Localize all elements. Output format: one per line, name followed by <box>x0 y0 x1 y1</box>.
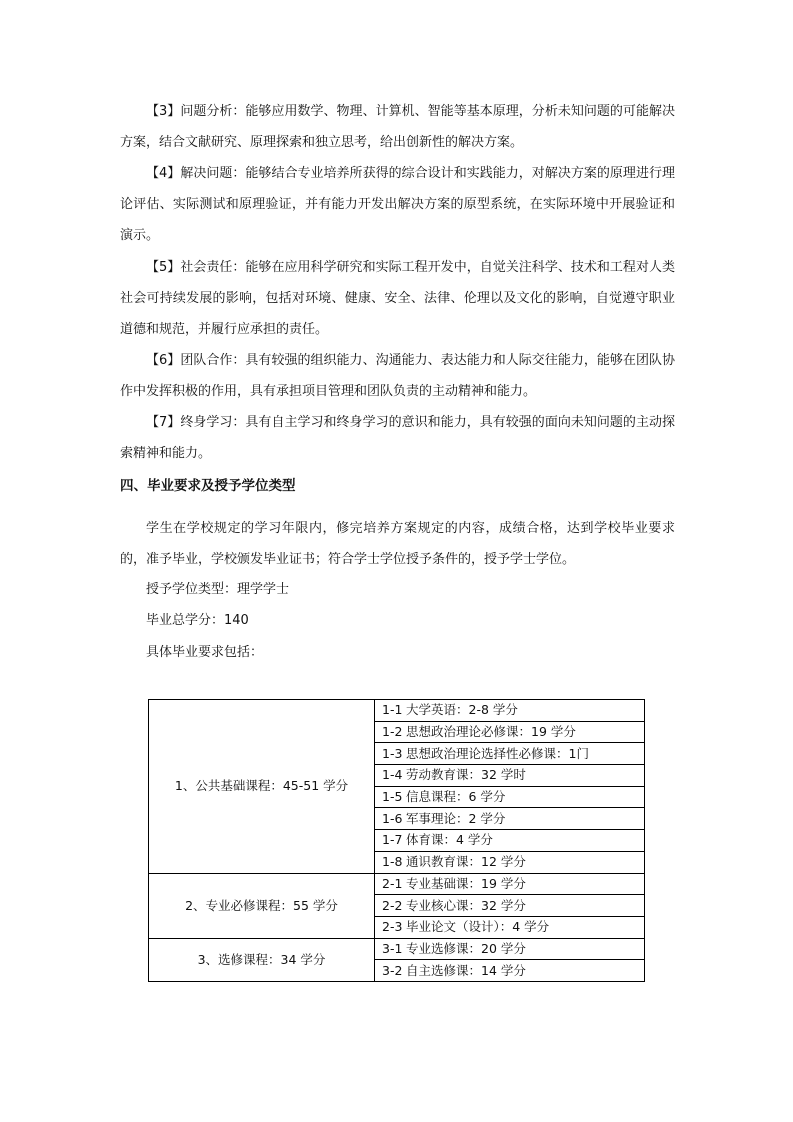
requirement-item <box>375 743 645 765</box>
table-row <box>149 873 645 895</box>
paragraph-social-responsibility: 【5】社会责任：能够在应用科学研究和实际工程开发中，自觉关注科学、技术和工程对人类社会可持续发展的影响，包括对环境、健康、安全、法律、伦理以及文化的影响，自觉遵守职业道德和规范，并履行应承担的责任。 <box>120 260 675 337</box>
item-code: 1-6 <box>382 810 403 826</box>
category-major-required: 2、专业必修课程：55 学分 <box>149 873 375 938</box>
item-text: 大学英语：2-8 学分 <box>406 702 518 718</box>
requirement-item <box>375 960 645 982</box>
item-text: 毕业论文（设计）：4 学分 <box>406 919 550 935</box>
item-text: 通识教育课：12 学分 <box>406 854 526 870</box>
paragraph-teamwork: 【6】团队合作：具有较强的组织能力、沟通能力、表达能力和人际交往能力，能够在团队协作中发挥积极的作用，具有承担项目管理和团队负责的主动精神和能力。 <box>120 353 675 399</box>
item-code: 1-2 <box>382 724 403 740</box>
item-text: 专业核心课：32 学分 <box>406 897 526 913</box>
item-code: 1-3 <box>382 745 403 761</box>
item-code: 3-2 <box>382 962 403 978</box>
requirements-table <box>148 699 645 982</box>
item-text: 体育课：4 学分 <box>406 832 493 848</box>
paragraph-lifelong-learning: 【7】终身学习：具有自主学习和终身学习的意识和能力，具有较强的面向未知问题的主动探索精神和能力。 <box>120 415 675 461</box>
item-code: 1-5 <box>382 789 403 805</box>
item-text: 劳动教育课：32 学时 <box>406 767 526 783</box>
table-row <box>149 700 645 722</box>
requirement-item <box>375 808 645 830</box>
paragraph-problem-analysis: 【3】问题分析：能够应用数学、物理、计算机、智能等基本原理，分析未知问题的可能解决方案，结合文献研究、原理探索和独立思考，给出创新性的解决方案。 <box>120 104 675 150</box>
requirement-item <box>375 765 645 787</box>
requirements-intro: 具体毕业要求包括： <box>146 645 264 660</box>
section-intro: 学生在学校规定的学习年限内，修完培养方案规定的内容，成绩合格，达到学校毕业要求的，准予毕业，学校颁发毕业证书；符合学士学位授予条件的，授予学士学位。 <box>120 521 675 567</box>
category-public-basic: 1、公共基础课程：45-51 学分 <box>149 700 375 874</box>
category-elective: 3、选修课程：34 学分 <box>149 938 375 981</box>
item-text: 思想政治理论选择性必修课：1门 <box>406 745 589 761</box>
section-heading: 四、毕业要求及授予学位类型 <box>120 478 296 494</box>
item-text: 思想政治理论必修课：19 学分 <box>406 724 576 740</box>
item-code: 2-3 <box>382 919 403 935</box>
total-credits: 毕业总学分：140 <box>146 613 249 628</box>
requirement-item <box>375 938 645 960</box>
item-text: 专业基础课：19 学分 <box>406 875 526 891</box>
item-code: 1-8 <box>382 854 403 870</box>
item-text: 专业选修课：20 学分 <box>406 940 526 956</box>
requirement-item <box>375 895 645 917</box>
requirement-item <box>375 721 645 743</box>
item-code: 1-7 <box>382 832 403 848</box>
degree-type: 授予学位类型：理学学士 <box>146 582 290 597</box>
table-row <box>149 938 645 960</box>
item-code: 3-1 <box>382 940 403 956</box>
requirement-item <box>375 700 645 722</box>
item-code: 2-1 <box>382 875 403 891</box>
item-code: 1-4 <box>382 767 403 783</box>
item-code: 1-1 <box>382 702 403 718</box>
paragraph-problem-solving: 【4】解决问题：能够结合专业培养所获得的综合设计和实践能力，对解决方案的原理进行理论评估、实际测试和原理验证，并有能力开发出解决方案的原型系统，在实际环境中开展验证和演示。 <box>120 166 675 243</box>
requirement-item <box>375 873 645 895</box>
item-text: 自主选修课：14 学分 <box>406 962 526 978</box>
item-code: 2-2 <box>382 897 403 913</box>
requirement-item <box>375 786 645 808</box>
requirement-item <box>375 851 645 873</box>
item-text: 军事理论：2 学分 <box>406 810 506 826</box>
requirement-item <box>375 830 645 852</box>
item-text: 信息课程：6 学分 <box>406 789 506 805</box>
requirement-item <box>375 916 645 938</box>
